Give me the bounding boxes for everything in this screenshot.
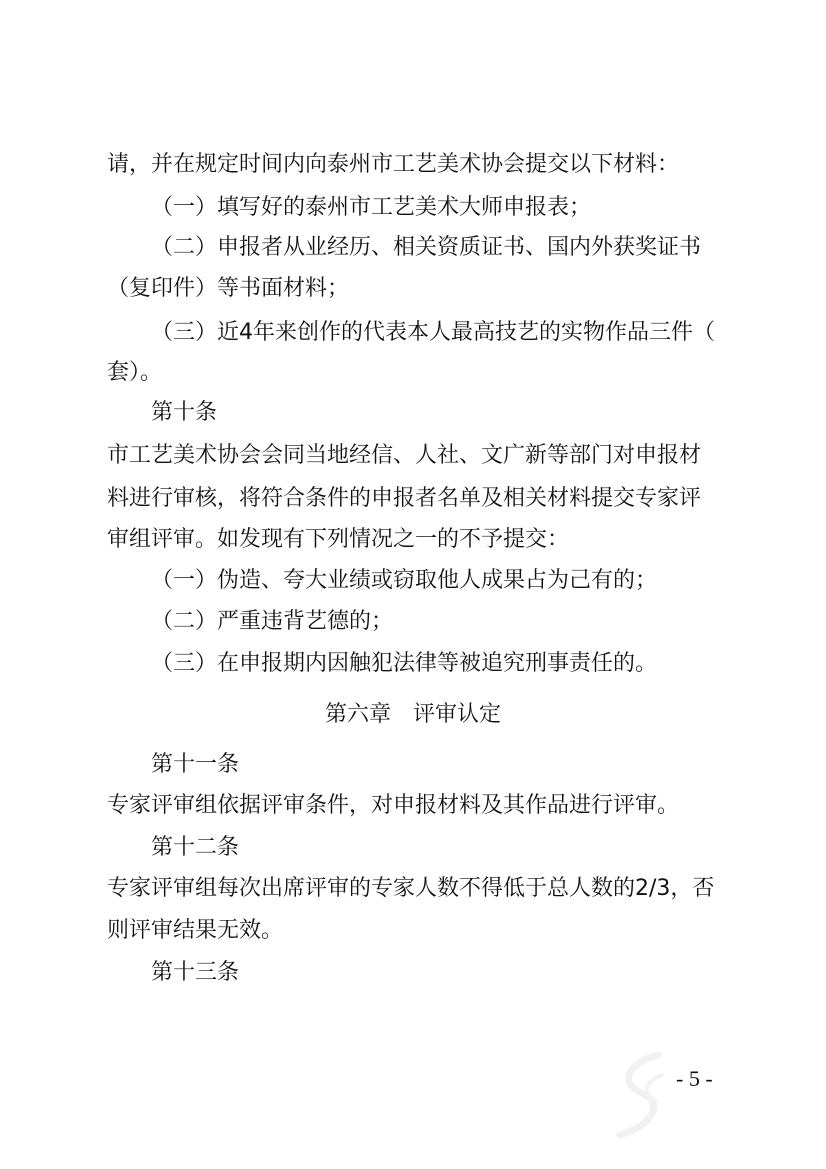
list-item: （二）严重违背艺德的；: [151, 609, 394, 634]
list-item: （一）伪造、夸大业绩或窃取他人成果占为己有的；: [151, 568, 658, 593]
article-heading: 第十条: [151, 400, 218, 425]
article-heading: 第十二条: [151, 835, 240, 860]
text-line: 套）。: [107, 360, 163, 385]
text-line: 专家评审组依据评审条件，对申报材料及其作品进行评审。: [107, 793, 680, 818]
text-line: 市工艺美术协会会同当地经信、人社、文广新等部门对申报材: [107, 443, 702, 468]
text-line: 料进行审核，将符合条件的申报者名单及相关材料提交专家评: [107, 486, 702, 511]
article-heading: 第十三条: [151, 960, 240, 985]
text-line: （复印件）等书面材料；: [107, 276, 350, 301]
text-line: 审组评审。如发现有下列情况之一的不予提交：: [107, 527, 570, 552]
list-item: （三）近4年来创作的代表本人最高技艺的实物作品三件（: [151, 320, 715, 345]
page-number: - 5 -: [676, 1066, 713, 1091]
chapter-heading: 第六章 评审认定: [324, 702, 501, 727]
text-line: 则评审结果无效。: [107, 918, 284, 943]
article-heading: 第十一条: [151, 752, 240, 777]
text-line: 请，并在规定时间内向泰州市工艺美术协会提交以下材料：: [107, 152, 680, 177]
list-item: （三）在申报期内因触犯法律等被追究刑事责任的。: [151, 651, 658, 676]
text-line: 专家评审组每次出席评审的专家人数不得低于总人数的2/3，否: [107, 876, 715, 901]
list-item: （一）填写好的泰州市工艺美术大师申报表；: [151, 195, 592, 220]
list-item: （二）申报者从业经历、相关资质证书、国内外获奖证书: [151, 235, 702, 260]
watermark-icon: [600, 1045, 680, 1145]
